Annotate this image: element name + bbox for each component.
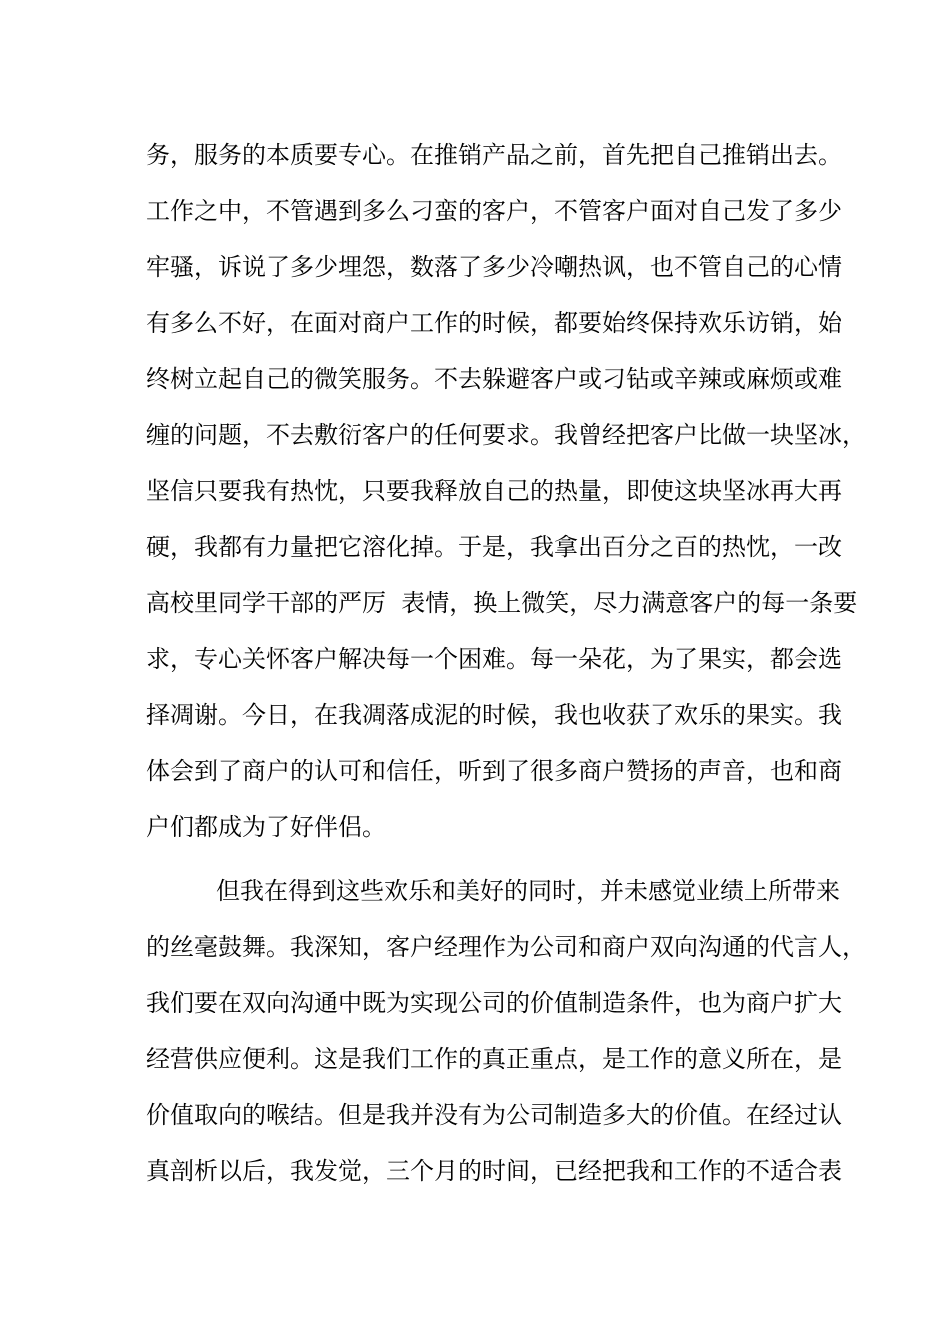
text-line: 终树立起自己的微笑服务。不去躲避客户或刁钻或辛辣或麻烦或难: [146, 365, 842, 393]
text-line: 务，服务的本质要专心。在推销产品之前，首先把自己推销出去。: [146, 141, 842, 169]
text-line: 求，专心关怀客户解决每一个困难。每一朵花，为了果实，都会选: [146, 645, 842, 673]
text-line: 硬，我都有力量把它溶化掉。于是，我拿出百分之百的热忱，一改: [146, 533, 842, 561]
text-line: 择凋谢。今日，在我凋落成泥的时候，我也收获了欢乐的果实。我: [146, 701, 842, 729]
text-line: 工作之中，不管遇到多么刁蛮的客户，不管客户面对自己发了多少: [146, 197, 842, 225]
text-line: 体会到了商户的认可和信任，听到了很多商户赞扬的声音，也和商: [146, 757, 842, 785]
document-body: [146, 127, 866, 1199]
paragraph-first-line: 但我在得到这些欢乐和美好的同时，并未感觉业绩上所带来: [216, 877, 840, 905]
text-line: 牢骚，诉说了多少埋怨，数落了多少冷嘲热讽，也不管自己的心情: [146, 253, 842, 281]
text-line: 坚信只要我有热忱，只要我释放自己的热量，即使这块坚冰再大再: [146, 477, 842, 505]
text-line: 价值取向的喉结。但是我并没有为公司制造多大的价值。在经过认: [146, 1101, 842, 1129]
text-line: 经营供应便利。这是我们工作的真正重点，是工作的意义所在，是: [146, 1045, 842, 1073]
text-line: 我们要在双向沟通中既为实现公司的价值制造条件，也为商户扩大: [146, 989, 842, 1017]
text-line: 户们都成为了好伴侣。: [146, 813, 386, 841]
text-line: 真剖析以后，我发觉，三个月的时间，已经把我和工作的不适合表: [146, 1157, 842, 1185]
text-line: 高校里同学干部的严厉 表情，换上微笑，尽力满意客户的每一条要: [146, 589, 858, 617]
text-line: 缠的问题，不去敷衍客户的任何要求。我曾经把客户比做一块坚冰，: [146, 421, 866, 449]
text-line: 的丝毫鼓舞。我深知，客户经理作为公司和商户双向沟通的代言人，: [146, 933, 866, 961]
text-line: 有多么不好，在面对商户工作的时候，都要始终保持欢乐访销，始: [146, 309, 842, 337]
